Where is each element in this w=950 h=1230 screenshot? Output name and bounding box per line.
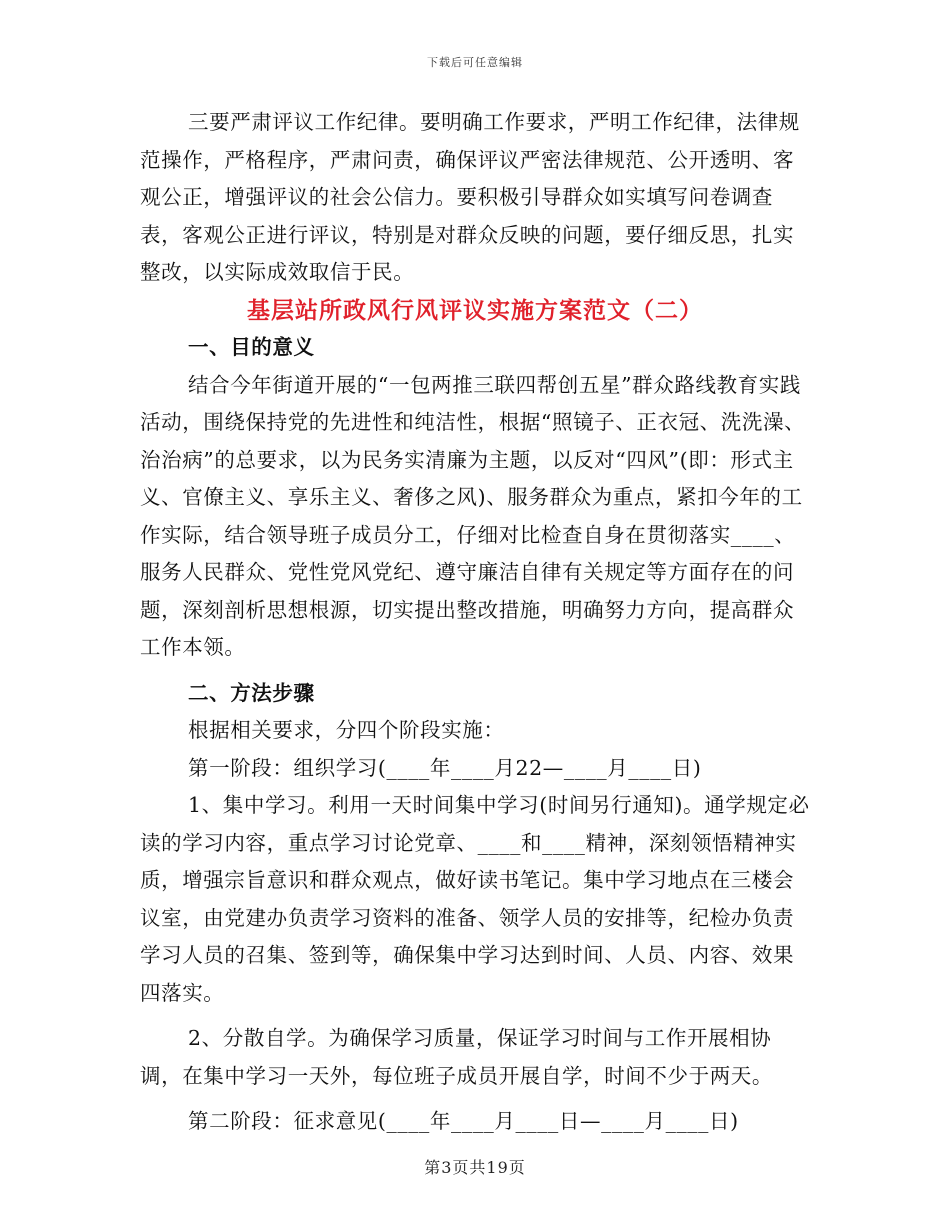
item-self-study: 2、分散自学。为确保学习质量，保证学习时间与工作开展相协调，在集中学习一天外，每位班子成员开展自学，时间不少于两天。 bbox=[140, 1026, 773, 1088]
item-centralized-study: 1、集中学习。利用一天时间集中学习(时间另行通知)。通学规定必读的学习内容，重点学习讨论党章、____和____精神，深刻领悟精神实质，增强宗旨意识和群众观点，做好读书笔记。集中学习地点在三楼会议室，由党建办负责学习资料的准备、领学人员的安排等，纪检办负责学习人员的召集、签到等，确保集中学习达到时间、人员、内容、效果四落实。 bbox=[140, 793, 810, 1005]
paragraph-discipline: 三要严肃评议工作纪律。要明确工作要求，严明工作纪律，法律规范操作，严格程序，严肃问责，确保评议严密法律规范、公开透明、客观公正，增强评议的社会公信力。要积极引导群众如实填写问卷调查表，客观公正进行评议，特别是对群众反映的问题，要仔细反思，扎实整改，以实际成效取信于民。 bbox=[140, 110, 800, 284]
page-footer: 第3页共19页 bbox=[424, 1158, 526, 1177]
document-title: 基层站所政风行风评议实施方案范文（二） bbox=[247, 296, 703, 324]
paragraph-purpose: 结合今年街道开展的“一包两推三联四帮创五星”群众路线教育实践活动，围绕保持党的先进性和纯洁性，根据“照镜子、正衣冠、洗洗澡、治治病”的总要求，以为民务实清廉为主题，以反对“四风”(即：形式主义、官僚主义、享乐主义、奢侈之风)、服务群众为重点，紧扣今年的工作实际，结合领导班子成员分工，仔细对比检查自身在贯彻落实____、服务人民群众、党性党风党纪、遵守廉洁自律有关规定等方面存在的问题，深刻剖析思想根源，切实提出整改措施，明确努力方向，提高群众工作本领。 bbox=[140, 372, 806, 659]
section-heading-steps: 二、方法步骤 bbox=[188, 680, 315, 705]
stage-two-line: 第二阶段：征求意见(____年____月____日—____月____日) bbox=[188, 1109, 739, 1133]
document-body bbox=[140, 104, 810, 1141]
paragraph-stages-intro: 根据相关要求，分四个阶段实施： bbox=[188, 718, 505, 742]
section-heading-purpose: 一、目的意义 bbox=[188, 335, 315, 359]
stage-one-line: 第一阶段：组织学习(____年____月22—____月____日) bbox=[188, 755, 702, 780]
page-header: 下载后可任意编辑 bbox=[427, 56, 523, 69]
